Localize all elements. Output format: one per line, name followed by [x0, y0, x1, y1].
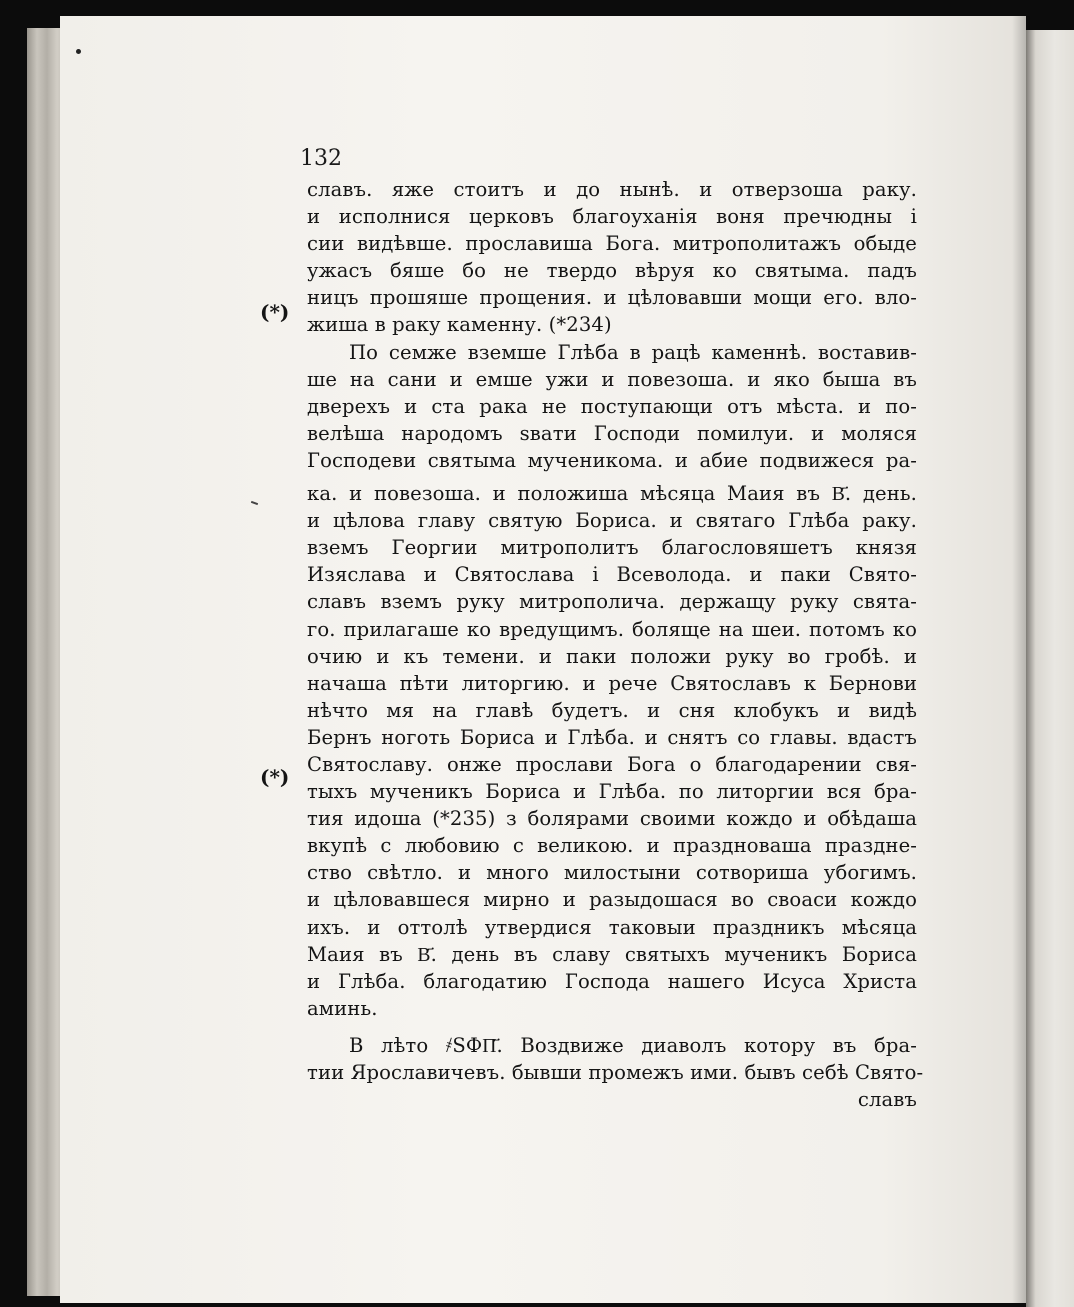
text-line: и Глѣба. благодатию Господа нашего Исуса Христа	[307, 969, 917, 993]
text-line: ницъ прошяше прощения. и цѣловавши мощи его. вло-	[307, 286, 917, 310]
text-line: Святославу. онже прослави Бога о благодарении свя-	[307, 752, 917, 776]
text-line: вземъ Георгии митрополитъ благословяшетъ князя	[307, 536, 917, 560]
text-line: Бернъ ноготь Бориса и Глѣба. и снятъ со главы. вдастъ	[307, 725, 917, 749]
text-line: тыхъ мученикъ Бориса и Глѣба. по литоргии вся бра-	[307, 780, 917, 804]
text-line: ужасъ бяше бо не твердо вѣруя ко святыма. падъ	[307, 259, 917, 283]
text-line: вкупѣ с любовию с великою. и праздноваша праздне-	[307, 834, 917, 858]
text-line: и исполнися церковъ благоуханія воня пречюдны і	[307, 205, 917, 229]
text-line: славъ вземъ руку митрополича. держащу руку свята-	[307, 590, 917, 614]
text-line: Изяслава и Святослава і Всеволода. и паки Свято-	[307, 563, 917, 587]
text-line: ше на сани и емше ужи и повезоша. и яко быша въ	[307, 367, 917, 391]
text-line: очию и къ темени. и паки положи руку во гробѣ. и	[307, 644, 917, 668]
page-number: 132	[300, 146, 342, 171]
text-line: В лѣто ҂ЅФП҃. Воздвиже диаволъ котору въ бра-	[349, 1033, 917, 1057]
margin-note-marker: (*)	[260, 765, 290, 789]
text-line: аминь.	[307, 996, 378, 1020]
text-line: Маия въ В҃. день въ славу святыхъ мученикъ Бориса	[307, 942, 917, 966]
text-line: го. прилагаше ко вредущимъ. боляще на шеи. потомъ ко	[307, 617, 917, 641]
text-line: тии Ярославичевъ. бывши промежъ ими. бывъ себѣ Свято-	[307, 1061, 924, 1084]
text-line: Господеви святыма мученикома. и абие подвижеся ра-	[307, 448, 917, 472]
text-line: велѣша народомъ ѕвати Господи помилуи. и моляся	[307, 421, 917, 445]
text-line: По семже вземше Глѣба в рацѣ каменнѣ. воставив-	[349, 340, 917, 364]
body-text	[307, 176, 924, 1113]
text-line: ихъ. и оттолѣ утвердися таковыи праздникъ мѣсяца	[307, 915, 917, 939]
text-line: начаша пѣти литоргию. и рече Святославъ к Бернови	[307, 671, 917, 695]
text-line: дверехъ и ста рака не поступающи отъ мѣста. и по-	[307, 394, 917, 418]
text-line: ка. и повезоша. и положиша мѣсяца Маия въ В҃. день.	[307, 482, 917, 506]
catchword: славъ	[857, 1088, 917, 1112]
text-line: жиша в раку каменну. (*234)	[307, 313, 612, 337]
text-line: сии видѣвше. прославиша Бога. митрополитажъ обыде	[307, 232, 917, 256]
text-line: славъ. яже стоитъ и до нынѣ. и отверзоша раку.	[307, 178, 917, 201]
margin-note-marker: (*)	[260, 300, 290, 324]
text-line: и цѣлова главу святую Бориса. и святаго Глѣба раку.	[307, 509, 917, 533]
text-line: тия идоша (*235) з болярами своими кождо и обѣдаша	[307, 807, 917, 831]
facing-page-edge	[1026, 30, 1074, 1307]
text-line: ство свѣтло. и много милостыни сотвориша убогимъ.	[307, 861, 917, 885]
ink-dot	[76, 49, 81, 54]
text-line: нѣчто мя на главѣ будетъ. и сня клобукъ и видѣ	[307, 698, 917, 722]
text-line: и цѣловавшеся мирно и разыдошася во своаси кождо	[307, 888, 917, 912]
